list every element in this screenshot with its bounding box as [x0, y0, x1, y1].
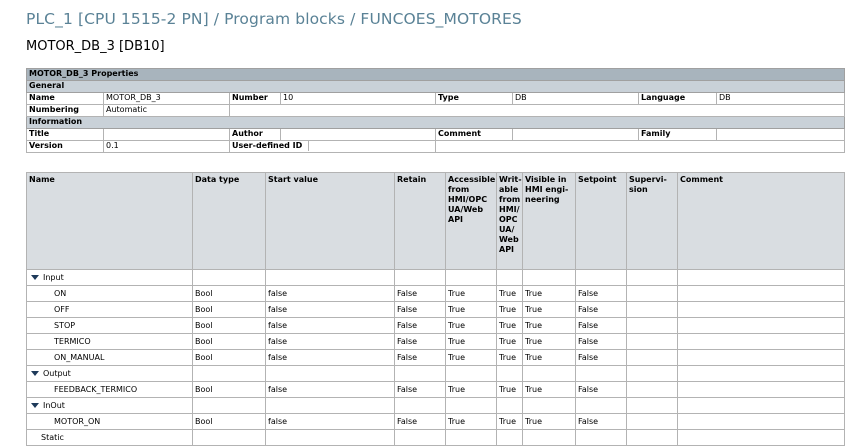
var-visible: True	[523, 286, 576, 302]
var-setpoint: False	[576, 382, 627, 398]
table-row[interactable]	[27, 302, 845, 318]
var-retain: False	[395, 318, 446, 334]
version-value: 0.1	[104, 141, 230, 153]
numbering-value: Automatic	[104, 105, 230, 117]
section-row-inout[interactable]	[27, 398, 845, 414]
var-visible: True	[523, 350, 576, 366]
var-accessible: True	[446, 414, 497, 430]
var-setpoint: False	[576, 318, 627, 334]
var-writable: True	[497, 318, 523, 334]
var-retain: False	[395, 382, 446, 398]
var-name: TERMICO	[27, 334, 193, 350]
version-label: Version	[27, 141, 104, 153]
properties-table	[26, 68, 845, 153]
var-visible: True	[523, 382, 576, 398]
var-type: Bool	[193, 286, 266, 302]
section-label: Input	[43, 273, 64, 282]
general-section: General	[27, 81, 845, 93]
col-supervision[interactable]: Supervi-sion	[627, 173, 678, 270]
information-section: Information	[27, 117, 845, 129]
language-value: DB	[717, 93, 845, 105]
interface-table	[26, 172, 845, 446]
col-name[interactable]: Name	[27, 173, 193, 270]
numbering-label: Numbering	[27, 105, 104, 117]
var-visible: True	[523, 334, 576, 350]
type-value: DB	[513, 93, 639, 105]
var-start: false	[266, 318, 395, 334]
collapse-triangle-icon[interactable]	[31, 371, 39, 376]
table-row[interactable]	[27, 286, 845, 302]
var-writable: True	[497, 382, 523, 398]
var-type: Bool	[193, 334, 266, 350]
table-row[interactable]	[27, 414, 845, 430]
var-writable: True	[497, 302, 523, 318]
block-title: MOTOR_DB_3 [DB10]	[26, 39, 165, 54]
comment-label: Comment	[436, 129, 513, 141]
name-label: Name	[27, 93, 104, 105]
table-row[interactable]	[27, 350, 845, 366]
comment-value	[513, 129, 639, 141]
col-start-value[interactable]: Start value	[266, 173, 395, 270]
name-value: MOTOR_DB_3	[104, 93, 230, 105]
number-value: 10	[281, 93, 436, 105]
var-name: FEEDBACK_TERMICO	[27, 382, 193, 398]
var-name: MOTOR_ON	[27, 414, 193, 430]
var-setpoint: False	[576, 302, 627, 318]
col-setpoint[interactable]: Setpoint	[576, 173, 627, 270]
var-type: Bool	[193, 302, 266, 318]
var-setpoint: False	[576, 414, 627, 430]
language-label: Language	[639, 93, 717, 105]
section-label: Static	[27, 430, 193, 446]
col-writable[interactable]: Writ-able from HMI/ OPC UA/ Web API	[497, 173, 523, 270]
title-label: Title	[27, 129, 104, 141]
var-start: false	[266, 350, 395, 366]
section-label: InOut	[43, 401, 65, 410]
var-start: false	[266, 382, 395, 398]
var-accessible: True	[446, 302, 497, 318]
var-setpoint: False	[576, 334, 627, 350]
section-label: Output	[43, 369, 71, 378]
var-type: Bool	[193, 382, 266, 398]
col-data-type[interactable]: Data type	[193, 173, 266, 270]
var-start: false	[266, 286, 395, 302]
table-row[interactable]	[27, 318, 845, 334]
var-accessible: True	[446, 318, 497, 334]
col-comment[interactable]: Comment	[678, 173, 845, 270]
var-name: OFF	[27, 302, 193, 318]
var-type: Bool	[193, 414, 266, 430]
table-row[interactable]	[27, 382, 845, 398]
section-row-static[interactable]	[27, 430, 845, 446]
numbering-empty	[230, 105, 845, 117]
version-empty	[436, 141, 845, 153]
var-start: false	[266, 302, 395, 318]
family-label: Family	[639, 129, 717, 141]
number-label: Number	[230, 93, 281, 105]
collapse-triangle-icon[interactable]	[31, 275, 39, 280]
collapse-triangle-icon[interactable]	[31, 403, 39, 408]
col-retain[interactable]: Retain	[395, 173, 446, 270]
var-start: false	[266, 334, 395, 350]
var-accessible: True	[446, 286, 497, 302]
var-name: ON_MANUAL	[27, 350, 193, 366]
var-visible: True	[523, 318, 576, 334]
section-row-input[interactable]	[27, 270, 845, 286]
col-visible[interactable]: Visible in HMI engi-neering	[523, 173, 576, 270]
var-accessible: True	[446, 334, 497, 350]
var-writable: True	[497, 286, 523, 302]
var-retain: False	[395, 350, 446, 366]
var-setpoint: False	[576, 350, 627, 366]
author-value	[281, 129, 436, 141]
var-name: STOP	[27, 318, 193, 334]
user-defined-id-label: User-defined ID	[230, 141, 309, 151]
var-type: Bool	[193, 318, 266, 334]
var-setpoint: False	[576, 286, 627, 302]
title-value	[104, 129, 230, 141]
var-retain: False	[395, 334, 446, 350]
author-label: Author	[230, 129, 281, 141]
var-accessible: True	[446, 382, 497, 398]
section-row-output[interactable]	[27, 366, 845, 382]
table-row[interactable]	[27, 334, 845, 350]
properties-header: MOTOR_DB_3 Properties	[27, 69, 845, 81]
var-writable: True	[497, 350, 523, 366]
var-writable: True	[497, 334, 523, 350]
var-retain: False	[395, 302, 446, 318]
var-writable: True	[497, 414, 523, 430]
col-accessible[interactable]: Accessible from HMI/OPC UA/Web API	[446, 173, 497, 270]
family-value	[717, 129, 845, 141]
type-label: Type	[436, 93, 513, 105]
var-type: Bool	[193, 350, 266, 366]
var-accessible: True	[446, 350, 497, 366]
var-visible: True	[523, 302, 576, 318]
var-start: false	[266, 414, 395, 430]
var-retain: False	[395, 286, 446, 302]
var-retain: False	[395, 414, 446, 430]
var-name: ON	[27, 286, 193, 302]
block-path-breadcrumb: PLC_1 [CPU 1515-2 PN] / Program blocks / FUNCOES_MOTORES	[26, 10, 522, 28]
var-visible: True	[523, 414, 576, 430]
